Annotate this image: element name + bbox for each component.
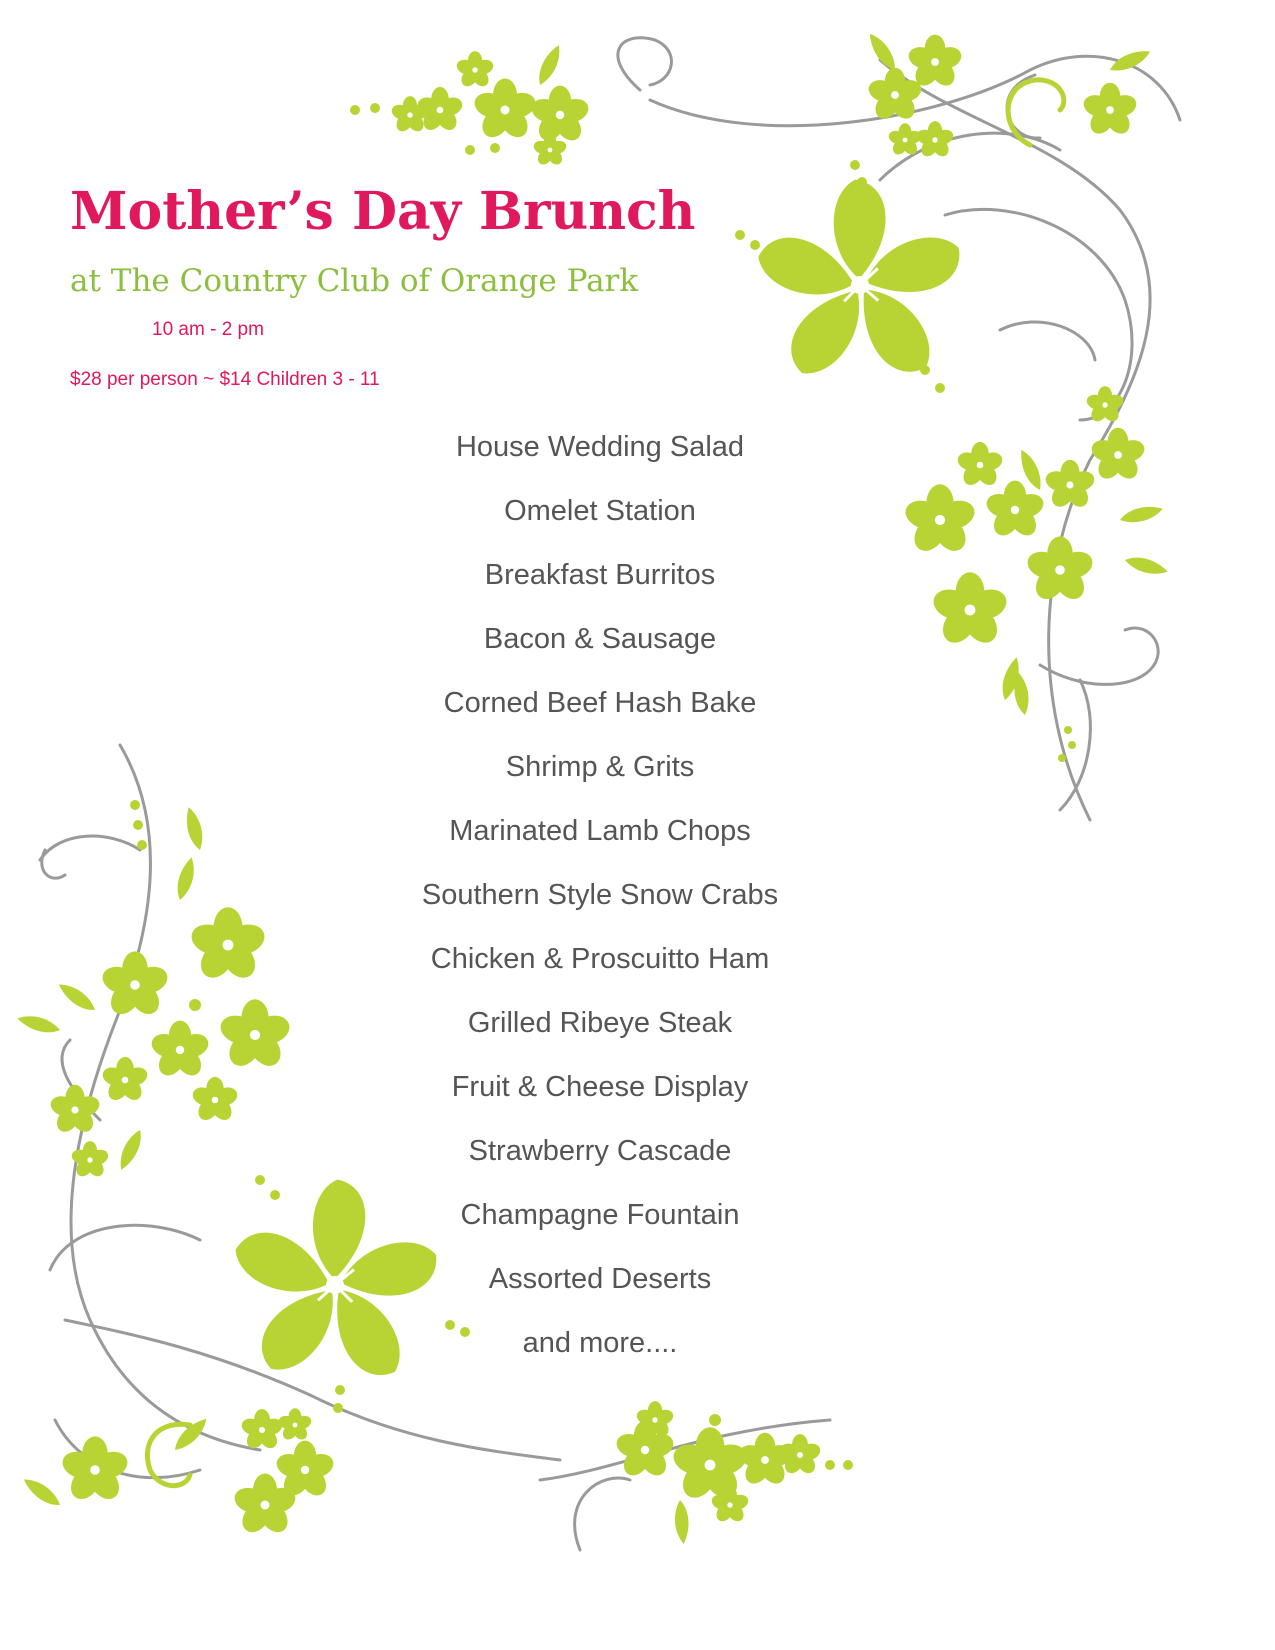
menu-item: Fruit & Cheese Display [451, 1071, 749, 1103]
menu-item: Marinated Lamb Chops [449, 815, 751, 847]
menu-item: Bacon & Sausage [483, 623, 717, 655]
menu-item: House Wedding Salad [455, 431, 745, 463]
menu-item: Omelet Station [504, 495, 696, 527]
venue-subtitle: at The Country Club of Orange Park [70, 263, 639, 299]
event-hours: 10 am - 2 pm [152, 319, 264, 340]
menu-item: Strawberry Cascade [468, 1135, 732, 1167]
menu-item: Corned Beef Hash Bake [443, 687, 757, 719]
menu-item: Breakfast Burritos [484, 559, 716, 591]
page-title: Mother’s Day Brunch [70, 181, 696, 242]
pricing-line: $28 per person ~ $14 Children 3 - 11 [70, 369, 380, 390]
menu-list [355, 430, 845, 1390]
menu-item: Champagne Fountain [460, 1199, 740, 1231]
menu-item: Chicken & Proscuitto Ham [430, 943, 770, 975]
menu-item: Assorted Deserts [488, 1263, 712, 1295]
menu-item: Grilled Ribeye Steak [467, 1007, 733, 1039]
menu-item: Southern Style Snow Crabs [421, 879, 779, 911]
menu-item: Shrimp & Grits [505, 751, 695, 783]
menu-item: and more.... [522, 1327, 678, 1359]
